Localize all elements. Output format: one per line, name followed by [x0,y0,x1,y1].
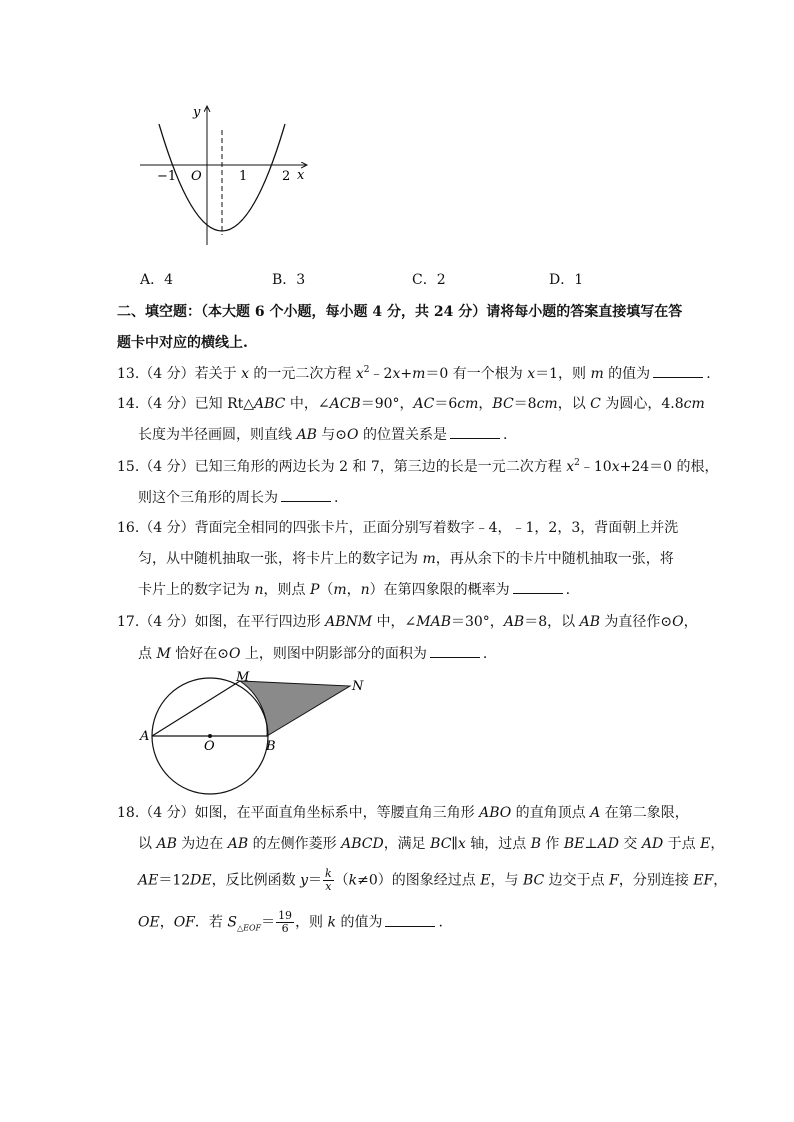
tick-label-1: 1 [239,169,248,184]
question-15-line2: 则这个三角形的周长为 . [138,490,339,506]
center-point [208,734,212,738]
answer-blank [385,914,435,927]
question-16-line1: 16.（4 分）背面完全相同的四张卡片，正面分别写着数字﹣4，﹣1，2，3，背面朝上并洗 [117,520,679,536]
shaded-region [240,681,350,736]
option-c: C．2 [412,272,446,288]
fraction-k-over-x: $\frac{k}{x}$ [325,867,332,893]
question-14-line2: 长度为半径画圆，则直线 AB 与⊙O 的位置关系是 . [138,427,508,443]
circle-parallelogram-figure [138,670,378,795]
segment-am [152,681,240,736]
answer-blank [430,645,480,658]
question-18-line3: AE＝12DE，反比例函数 y＝ $\frac{k}{x}$ （k≠0）的图象经过点 E，与 BC 边交于点 F，分别连接 EF， [138,867,728,893]
question-15-line1: 15.（4 分）已知三角形的两边长为 2 和 7，第三边的长是一元二次方程 $x^2﹣10x+24=0$ 的根， [117,458,719,475]
tick-label-neg1: −1 [157,169,177,184]
answer-blank [653,365,703,378]
x-axis-label: x [297,168,305,183]
answer-blank [281,489,331,502]
option-b: B．3 [272,272,306,288]
label-b: B [266,739,276,754]
question-14-line1: 14.（4 分）已知 Rt△ABC 中，∠ACB＝90°，AC＝6cm，BC＝8cm，以 C 为圆心，4.8cm [117,396,705,412]
question-13: 13.（4 分）若关于 x 的一元二次方程 $x^2﹣2x+m=0$ 有一个根为 x＝1，则 m 的值为 . [117,365,711,382]
question-16-line3: 卡片上的数字记为 n，则点 P（m，n）在第四象限的概率为 . [138,582,571,598]
origin-label: O [191,169,202,184]
label-n: N [352,679,364,694]
label-m: M [236,670,250,685]
y-axis-label: y [193,105,201,120]
option-a: A．4 [140,272,174,288]
question-18-line2: 以 AB 为边在 AB 的左侧作菱形 ABCD，满足 BC∥x 轴，过点 B 作 BE⊥AD 交 AD 于点 E， [138,836,725,852]
answer-blank [450,426,500,439]
question-16-line2: 匀，从中随机抽取一张，将卡片上的数字记为 m，再从余下的卡片中随机抽取一张，将 [138,551,674,567]
question-18-line1: 18.（4 分）如图，在平面直角坐标系中，等腰直角三角形 ABO 的直角顶点 A 在第二象限， [117,805,689,821]
question-18-line4: OE，OF．若 $S_{\triangle EOF}=$ $\frac{19}{6}$ ，则 k 的值为 . [138,909,443,935]
option-d: D．1 [549,272,584,288]
parabola-graph [135,100,315,250]
section-title-line1: 二、填空题：（本大题 6 个小题，每小题 4 分，共 24 分）请将每小题的答案直接填写在答 [117,304,683,320]
label-o: O [204,739,215,754]
tick-label-2: 2 [282,169,291,184]
question-17-line1: 17.（4 分）如图，在平行四边形 ABNM 中，∠MAB＝30°，AB＝8，以 AB 为直径作⊙O， [117,614,698,630]
label-a: A [140,729,150,744]
question-17-line2: 点 M 恰好在⊙O 上，则图中阴影部分的面积为 . [138,646,488,662]
answer-blank [513,581,563,594]
section-title-line2: 题卡中对应的横线上. [117,335,248,351]
fraction-19-over-6: $\frac{19}{6}$ [278,909,293,935]
